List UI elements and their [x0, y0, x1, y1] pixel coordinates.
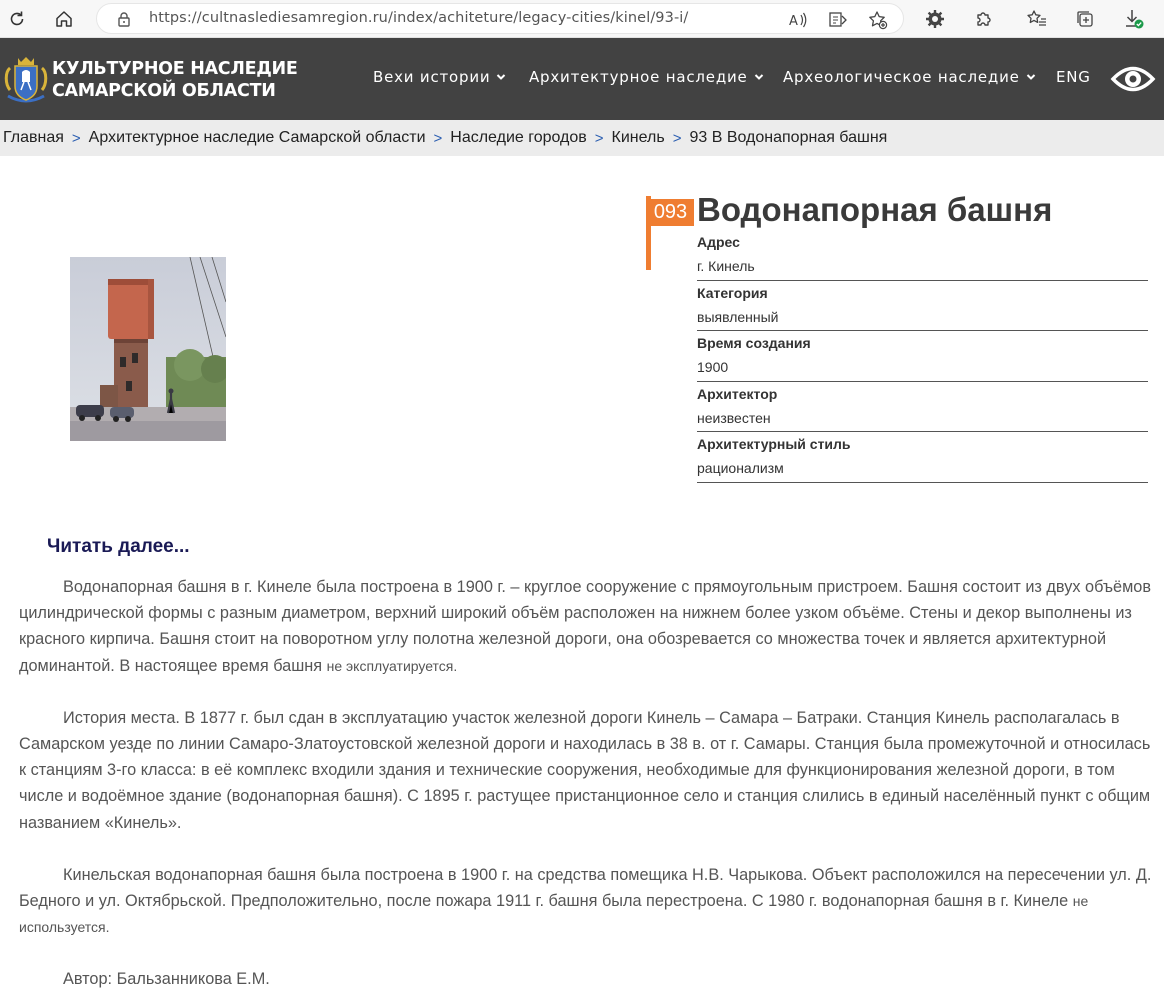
- breadcrumb-cities[interactable]: Наследие городов: [450, 129, 587, 146]
- article-paragraph-1-text: Водонапорная башня в г. Кинеле была построена в 1900 г. – круглое сооружение с прямоугольным пристроем. Башня состоит из двух объёмов цилиндрической формы с разным диаметром, верхний широкий объём расположен на нижнем более узком объёме. Стены и декор выполнены из красного кирпича. Башня стоит на поворотном углу полотна железной дороги, она обозревается со множества точек и является архитектурной доминантой. В настоящее время башня: [19, 578, 1151, 675]
- chevron-down-icon: [754, 72, 764, 82]
- refresh-icon: [7, 9, 27, 29]
- read-more-heading[interactable]: Читать далее...: [47, 536, 190, 557]
- article-author: Автор: Бальзанникова Е.М.: [63, 970, 270, 989]
- prop-creation-time: [697, 331, 1148, 382]
- breadcrumb-separator: >: [71, 129, 81, 147]
- breadcrumb-current: 93 В Водонапорная башня: [689, 129, 888, 146]
- extensions-button[interactable]: [971, 6, 997, 32]
- favorite-button[interactable]: [867, 9, 889, 31]
- language-switch[interactable]: ENG: [1056, 68, 1091, 86]
- article-paragraph-1-tail: не эксплуатируется.: [326, 657, 458, 674]
- article-paragraph-2-text: История места. В 1877 г. был сдан в эксплуатацию участок железной дороги Кинель – Самара – Батраки. Станция Кинель располагалась в Самарском уезде по линии Самаро-Златоустовской железной дороги и находилась в 38 в. от г. Самары. Станция была промежуточной и относилась к станциям 3-го класса: в её комплекс входили здания и технические сооружения, необходимые для функционирования железной дороги, в том числе и водоёмное здание (водонапорная башня). С 1895 г. растущее пристанционное село и станция слились в единый населённый пункт с общим названием «Кинель».: [19, 708, 1151, 832]
- logo-line-2: САМАРСКОЙ ОБЛАСТИ: [52, 81, 276, 101]
- breadcrumb-kinel[interactable]: Кинель: [611, 129, 665, 146]
- refresh-button[interactable]: [4, 6, 30, 32]
- breadcrumb-separator: >: [672, 129, 682, 147]
- favorites-list-icon: [1027, 9, 1047, 29]
- menu-archaeology[interactable]: [783, 68, 1036, 86]
- logo-line-1: КУЛЬТУРНОЕ НАСЛЕДИЕ: [52, 59, 298, 79]
- download-icon: [1123, 8, 1145, 30]
- menu-architecture[interactable]: [529, 68, 764, 86]
- chevron-down-icon: [496, 72, 506, 82]
- breadcrumb-separator: >: [433, 129, 443, 147]
- object-number-badge: 093: [647, 199, 694, 226]
- favorites-button[interactable]: [1024, 6, 1050, 32]
- menu-architecture-label: Архитектурное наследие: [529, 68, 748, 86]
- article-paragraph: [19, 705, 1161, 836]
- browser-toolbar: [0, 0, 1164, 38]
- prop-category: [697, 281, 1148, 332]
- lock-icon[interactable]: [115, 10, 133, 28]
- article-paragraph-3-text: Кинельская водонапорная башня была построена в 1900 г. на средства помещика Н.В. Чарыкова. Объект расположился на пересечении ул. Д. Бедного и ул. Октябрьской. Предположительно, после пожара 1911 г. башня была перестроена. С 1980 г. водонапорная башня в г. Кинеле: [19, 865, 1152, 911]
- url-text[interactable]: https://cultnaslediesamregion.ru/index/achiteture/legacy-cities/kinel/93-i/: [149, 10, 689, 26]
- article-paragraph-3-tail: не используется.: [19, 893, 1089, 936]
- chevron-down-icon: [1026, 72, 1036, 82]
- menu-archaeology-label: Археологическое наследие: [783, 68, 1020, 86]
- svg-text:A: A: [789, 14, 798, 29]
- immersive-reader-icon: [828, 11, 848, 29]
- extension-gear-button[interactable]: [922, 6, 948, 32]
- object-properties: [697, 230, 1148, 483]
- breadcrumb: [0, 120, 1164, 156]
- article-paragraph: [19, 862, 1161, 941]
- prop-architect: [697, 382, 1148, 433]
- object-title: Водонапорная башня: [697, 191, 1053, 228]
- samara-emblem-logo[interactable]: [4, 54, 48, 106]
- home-button[interactable]: [51, 6, 77, 32]
- site-header: [0, 38, 1164, 120]
- star-add-icon: [868, 10, 888, 30]
- address-bar[interactable]: [96, 3, 904, 34]
- prop-category-value: выявленный: [697, 308, 779, 325]
- prop-creation-time-value: 1900: [697, 359, 729, 376]
- collections-icon: [1075, 9, 1095, 29]
- read-aloud-button[interactable]: [787, 9, 809, 31]
- downloads-button[interactable]: [1121, 6, 1147, 32]
- article-paragraph: [19, 574, 1161, 679]
- prop-style-value: рационализм: [697, 460, 784, 477]
- breadcrumb-architecture[interactable]: Архитектурное наследие Самарской области: [88, 129, 426, 146]
- breadcrumb-separator: >: [594, 129, 604, 147]
- prop-style: [697, 432, 1148, 483]
- prop-architect-label: Архитектор: [697, 385, 778, 402]
- accessibility-button[interactable]: [1110, 60, 1156, 98]
- gear-icon: [925, 9, 945, 29]
- site-logo-text[interactable]: [52, 58, 298, 102]
- prop-style-label: Архитектурный стиль: [697, 436, 851, 453]
- menu-history[interactable]: [373, 68, 506, 86]
- read-aloud-icon: [788, 11, 808, 29]
- immersive-reader-button[interactable]: [827, 9, 849, 31]
- prop-creation-time-label: Время создания: [697, 335, 811, 352]
- menu-history-label: Вехи истории: [373, 68, 491, 86]
- prop-address: [697, 230, 1148, 281]
- article-body: [19, 574, 1161, 991]
- prop-category-label: Категория: [697, 284, 768, 301]
- prop-address-label: Адрес: [697, 234, 740, 250]
- breadcrumb-home[interactable]: Главная: [3, 129, 64, 146]
- prop-architect-value: неизвестен: [697, 409, 771, 426]
- puzzle-icon: [974, 9, 994, 29]
- eye-icon: [1110, 60, 1156, 98]
- collections-button[interactable]: [1072, 6, 1098, 32]
- home-icon: [54, 9, 74, 29]
- prop-address-value: г. Кинель: [697, 258, 755, 274]
- water-tower-photo[interactable]: [70, 257, 226, 441]
